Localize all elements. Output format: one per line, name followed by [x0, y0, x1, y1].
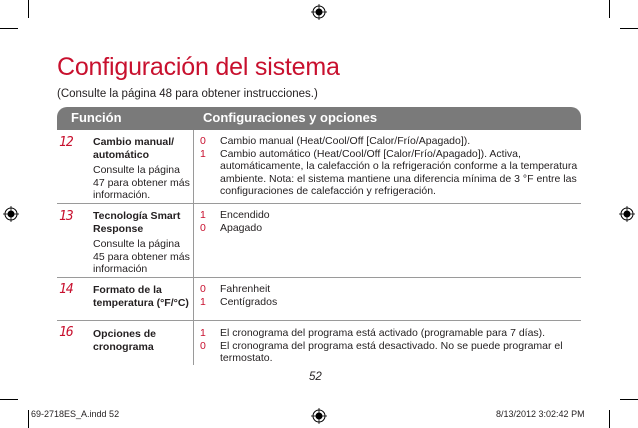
- table-row: [57, 130, 581, 203]
- option-key: 0: [200, 283, 206, 295]
- crop-mark: [609, 0, 610, 18]
- option-item: [200, 283, 584, 296]
- table-row: [57, 278, 581, 320]
- footer-filename: 69-2718ES_A.indd 52: [31, 409, 120, 419]
- footer-timestamp: 8/13/2012 3:02:42 PM: [496, 409, 585, 419]
- page-number: 52: [309, 371, 322, 383]
- option-item: [200, 222, 584, 235]
- option-text: El cronograma del programa está desactivado. No se puede programar el termostato.: [220, 339, 563, 364]
- crop-mark: [0, 28, 18, 29]
- option-item: [200, 148, 584, 198]
- registration-mark-icon: [3, 206, 19, 222]
- registration-mark-icon: [311, 408, 327, 424]
- function-number: 14: [59, 282, 73, 297]
- option-key: 0: [200, 339, 206, 352]
- options-list: [200, 135, 584, 198]
- crop-mark: [620, 399, 638, 400]
- option-text: Centígrados: [220, 295, 278, 308]
- option-text: El cronograma del programa está activado (programable para 7 días).: [220, 327, 546, 339]
- option-key: 1: [200, 147, 206, 160]
- options-list: [200, 327, 584, 365]
- option-key: 1: [200, 295, 206, 308]
- crop-mark: [609, 410, 610, 428]
- table-row: [57, 204, 581, 277]
- function-name: Opciones de cronograma: [93, 328, 157, 353]
- options-list: [200, 209, 584, 234]
- option-text: Cambio manual (Heat/Cool/Off [Calor/Frío/Apagado]).: [220, 135, 471, 147]
- crop-mark: [0, 399, 18, 400]
- options-list: [200, 283, 584, 308]
- option-key: 1: [200, 209, 206, 221]
- option-key: 0: [200, 221, 206, 234]
- registration-mark-icon: [619, 206, 635, 222]
- function-note: Consulte la página 45 para obtener más información: [93, 238, 190, 275]
- function-number: 13: [59, 209, 73, 224]
- crop-mark: [28, 0, 29, 18]
- crop-mark: [620, 28, 638, 29]
- function-name: Tecnología Smart Response: [93, 210, 181, 235]
- table-row: [57, 321, 581, 366]
- column-header-function: Función: [71, 110, 122, 125]
- page-subtitle: (Consulte la página 48 para obtener instrucciones.): [57, 88, 318, 100]
- page-title: Configuración del sistema: [57, 53, 340, 81]
- function-number: 16: [59, 325, 73, 340]
- registration-mark-icon: [311, 4, 327, 20]
- option-key: 1: [200, 327, 206, 339]
- table-header: [57, 107, 581, 130]
- option-item: [200, 209, 584, 222]
- option-item: [200, 327, 584, 340]
- column-header-settings: Configuraciones y opciones: [203, 110, 378, 125]
- option-item: [200, 340, 584, 365]
- function-note: Consulte la página 47 para obtener más información.: [93, 164, 190, 201]
- crop-mark: [28, 410, 29, 428]
- option-item: [200, 296, 584, 309]
- option-item: [200, 135, 584, 148]
- function-name: Cambio manual/ automático: [93, 136, 175, 161]
- option-key: 0: [200, 135, 206, 147]
- option-text: Encendido: [220, 209, 270, 221]
- function-name: Formato de la temperatura (°F/°C): [93, 284, 189, 309]
- option-text: Fahrenheit: [220, 283, 271, 295]
- option-text: Apagado: [220, 221, 263, 234]
- function-number: 12: [59, 135, 73, 150]
- option-text: Cambio automático (Heat/Cool/Off [Calor/Frío/Apagado]). Activa, automáticamente, la calefacción o la refrigeración conforme a la temperatura ambiente. Nota: el sistema mantiene una diferencia mínima de 3 °F entre las configuraciones de calefacción y refrigeración.: [220, 147, 578, 197]
